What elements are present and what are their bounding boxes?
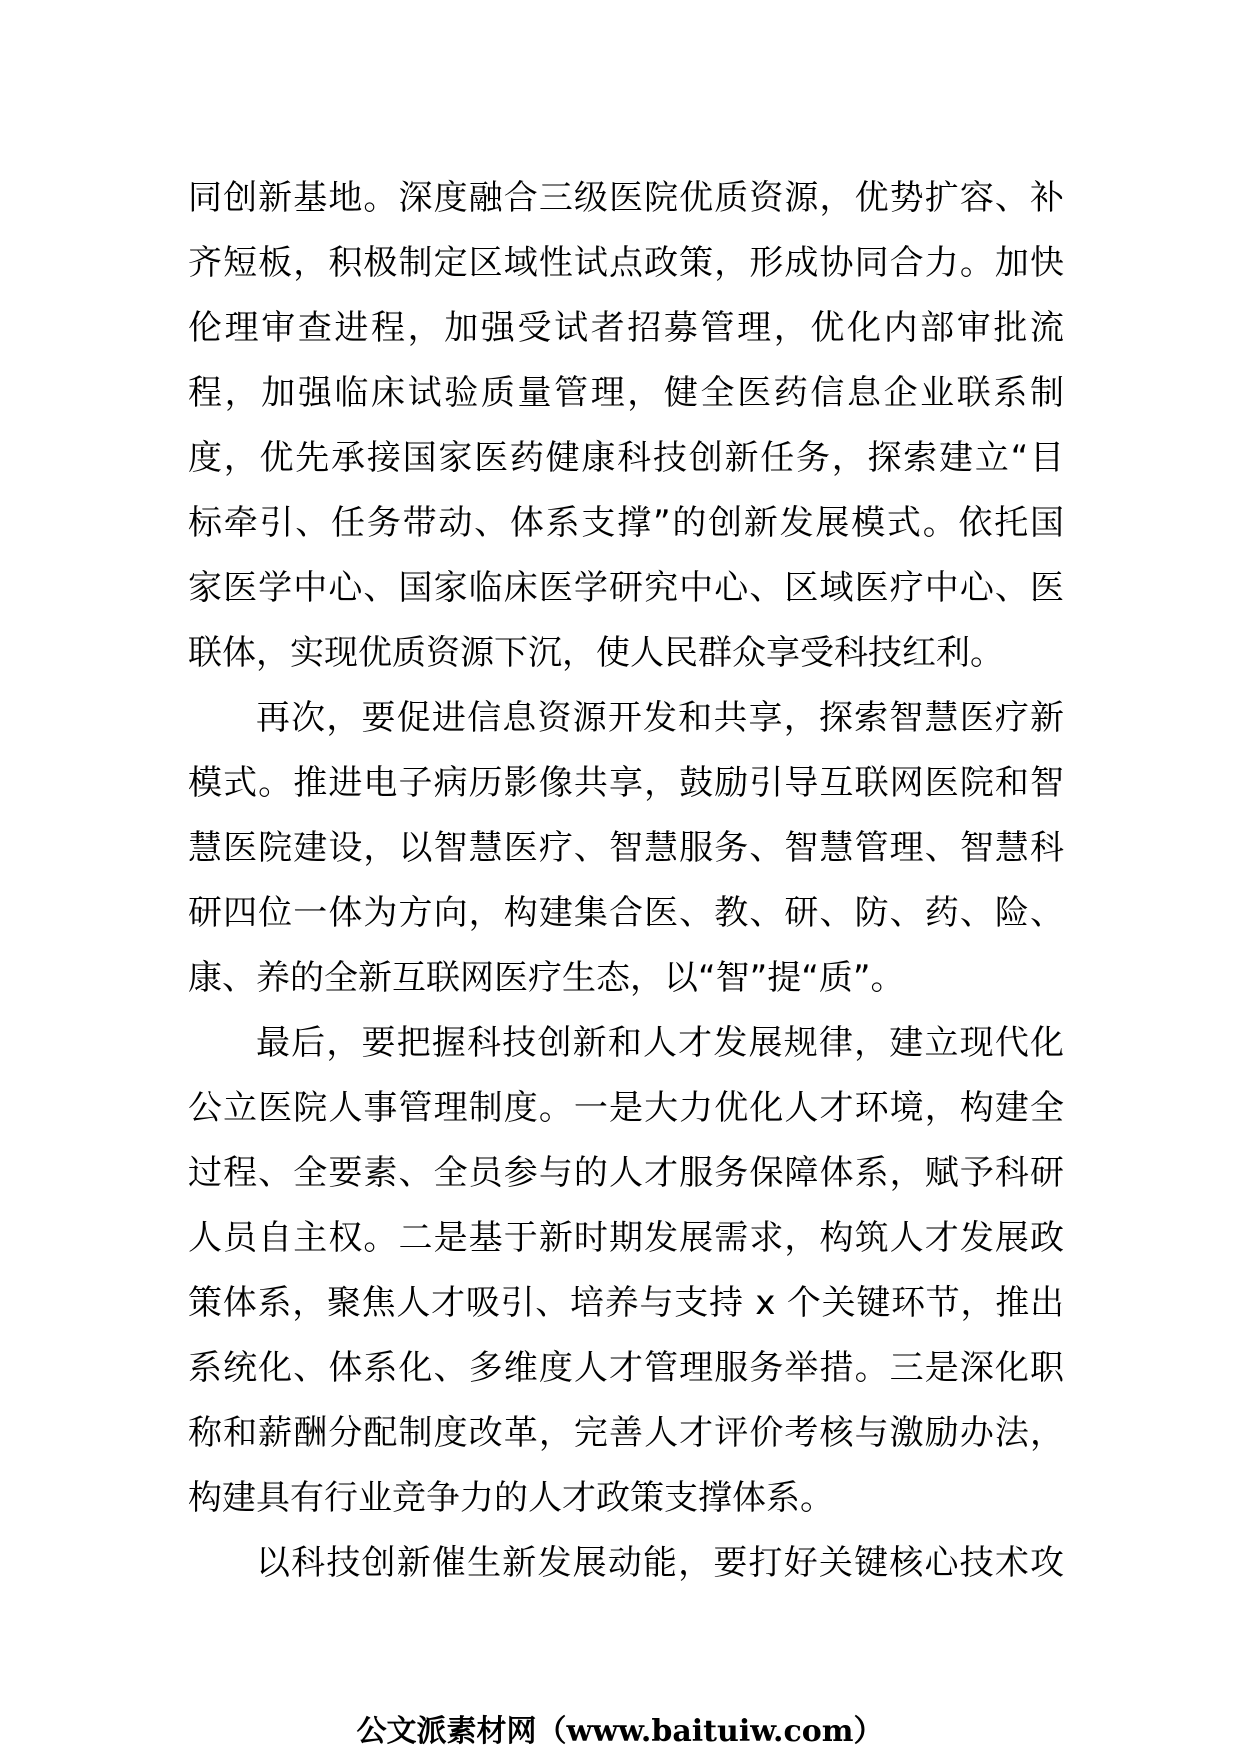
text-line: 标牵引、任务带动、体系支撑”的创新发展模式。依托国 — [188, 503, 1064, 543]
text-line: 最后，要把握科技创新和人才发展规律，建立现代化 — [256, 1023, 1064, 1063]
text-line: 称和薪酬分配制度改革，完善人才评价考核与激励办法， — [188, 1413, 1064, 1453]
text-line: 策体系，聚焦人才吸引、培养与支持 x 个关键环节，推出 — [188, 1283, 1064, 1323]
text-line: 齐短板，积极制定区域性试点政策，形成协同合力。加快 — [188, 243, 1064, 283]
text-line: 程，加强临床试验质量管理，健全医药信息企业联系制 — [188, 373, 1064, 413]
text-line: 再次，要促进信息资源开发和共享，探索智慧医疗新 — [256, 698, 1064, 738]
text-line: 家医学中心、国家临床医学研究中心、区域医疗中心、医 — [188, 568, 1064, 608]
text-line: 同创新基地。深度融合三级医院优质资源，优势扩容、补 — [188, 178, 1064, 218]
text-line: 研四位一体为方向，构建集合医、教、研、防、药、险、 — [188, 893, 1064, 933]
text-line: 伦理审查进程，加强受试者招募管理，优化内部审批流 — [188, 308, 1064, 348]
text-line: 以科技创新催生新发展动能，要打好关键核心技术攻 — [256, 1543, 1064, 1583]
text-line: 系统化、体系化、多维度人才管理服务举措。三是深化职 — [188, 1348, 1064, 1388]
text-line: 度，优先承接国家医药健康科技创新任务，探索建立“目 — [188, 438, 1064, 478]
text-line: 人员自主权。二是基于新时期发展需求，构筑人才发展政 — [188, 1218, 1064, 1258]
text-line: 模式。推进电子病历影像共享，鼓励引导互联网医院和智 — [188, 763, 1064, 803]
text-line: 构建具有行业竞争力的人才政策支撑体系。 — [188, 1478, 834, 1518]
text-line: 公立医院人事管理制度。一是大力优化人才环境，构建全 — [188, 1088, 1064, 1128]
footer-watermark: 公文派素材网（www.baituiw.com） — [356, 1714, 884, 1749]
body-text — [188, 166, 1064, 1596]
text-line: 康、养的全新互联网医疗生态，以“智”提“质”。 — [188, 958, 905, 998]
text-line: 联体，实现优质资源下沉，使人民群众享受科技红利。 — [188, 633, 1004, 673]
text-line: 过程、全要素、全员参与的人才服务保障体系，赋予科研 — [188, 1153, 1064, 1193]
text-line: 慧医院建设，以智慧医疗、智慧服务、智慧管理、智慧科 — [188, 828, 1064, 868]
